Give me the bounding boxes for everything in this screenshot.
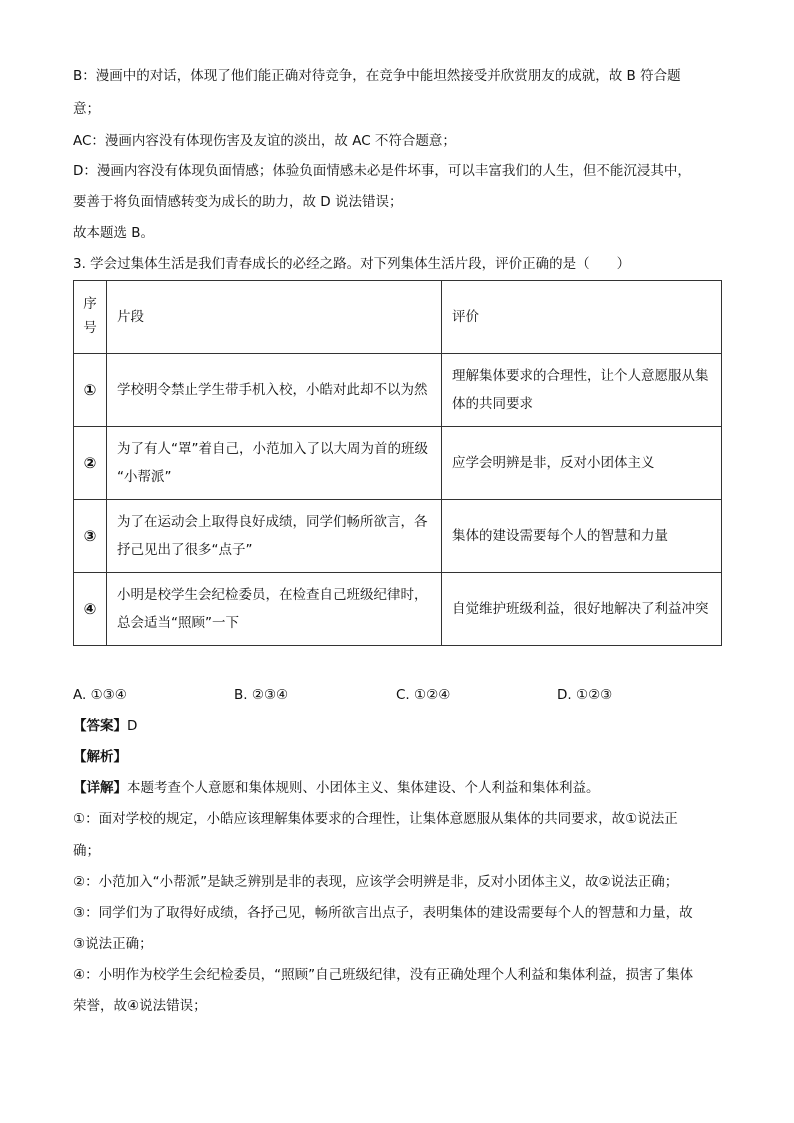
- explanation-line-7: 荣誉，故④说法错误；: [73, 998, 207, 1014]
- row-number: ③: [74, 500, 107, 573]
- intro-line-5: 要善于将负面情感转变为成长的助力，故 D 说法错误；: [73, 194, 403, 210]
- intro-line-4: D：漫画内容没有体现负面情感；体验负面情感未必是件坏事，可以丰富我们的人生，但不能沉浸其中，: [73, 163, 691, 179]
- question-stem: 3. 学会过集体生活是我们青春成长的必经之路。对下列集体生活片段，评价正确的是（ ）: [73, 256, 631, 272]
- header-seq: 序号: [74, 281, 107, 354]
- row-number: ①: [74, 354, 107, 427]
- explanation-line-3: ②：小范加入“小帮派”是缺乏辨别是非的表现，应该学会明辨是非，反对小团体主义，故②说法正确；: [73, 874, 679, 890]
- row-evaluation: 集体的建设需要每个人的智慧和力量: [442, 500, 722, 573]
- table-row: [74, 354, 722, 427]
- option-a: A. ①③④: [73, 687, 127, 703]
- row-number: ②: [74, 427, 107, 500]
- intro-line-2: 意；: [73, 101, 100, 117]
- answer-value: D: [127, 718, 138, 734]
- question-table: [73, 280, 722, 646]
- row-fragment: 为了在运动会上取得良好成绩，同学们畅所欲言，各 抒己见出了很多“点子”: [107, 500, 442, 573]
- explanation-line-1: ①：面对学校的规定，小皓应该理解集体要求的合理性，让集体意愿服从集体的共同要求，故①说法正: [73, 811, 678, 827]
- answer-line: [73, 716, 137, 736]
- table-row: [74, 573, 722, 646]
- explanation-line-2: 确；: [73, 843, 100, 859]
- option-d: D. ①②③: [557, 687, 613, 703]
- answer-label: 【答案】: [73, 718, 127, 734]
- header-fragment: 片段: [107, 281, 442, 354]
- table-row: [74, 500, 722, 573]
- table-row: [74, 427, 722, 500]
- row-fragment: 小明是校学生会纪检委员，在检查自己班级纪律时， 总会适当“照顾”一下: [107, 573, 442, 646]
- analysis-label: 【解析】: [73, 749, 127, 765]
- intro-line-6: 故本题选 B。: [73, 225, 155, 241]
- option-b: B. ②③④: [234, 687, 289, 703]
- table-header-row: [74, 281, 722, 354]
- row-number: ④: [74, 573, 107, 646]
- explanation-line-5: ③说法正确；: [73, 936, 153, 952]
- detail-label: 【详解】: [73, 780, 127, 796]
- intro-line-1: B：漫画中的对话，体现了他们能正确对待竞争，在竞争中能坦然接受并欣赏朋友的成就，故 B 符合题: [73, 68, 681, 84]
- detail-line: [73, 778, 600, 798]
- row-fragment: 为了有人“罩”着自己，小范加入了以大周为首的班级 “小帮派”: [107, 427, 442, 500]
- header-evaluation: 评价: [442, 281, 722, 354]
- option-c: C. ①②④: [396, 687, 451, 703]
- explanation-line-4: ③：同学们为了取得好成绩，各抒己见，畅所欲言出点子，表明集体的建设需要每个人的智慧和力量，故: [73, 905, 693, 921]
- intro-line-3: AC：漫画内容没有体现伤害及友谊的淡出，故 AC 不符合题意；: [73, 133, 456, 149]
- row-fragment: 学校明令禁止学生带手机入校，小皓对此却不以为然: [107, 354, 442, 427]
- row-evaluation: 自觉维护班级利益，很好地解决了利益冲突: [442, 573, 722, 646]
- detail-text: 本题考查个人意愿和集体规则、小团体主义、集体建设、个人利益和集体利益。: [127, 780, 600, 796]
- explanation-line-6: ④：小明作为校学生会纪检委员，“照顾”自己班级纪律，没有正确处理个人利益和集体利益，损害了集体: [73, 967, 694, 983]
- row-evaluation: 应学会明辨是非，反对小团体主义: [442, 427, 722, 500]
- row-evaluation: 理解集体要求的合理性，让个人意愿服从集 体的共同要求: [442, 354, 722, 427]
